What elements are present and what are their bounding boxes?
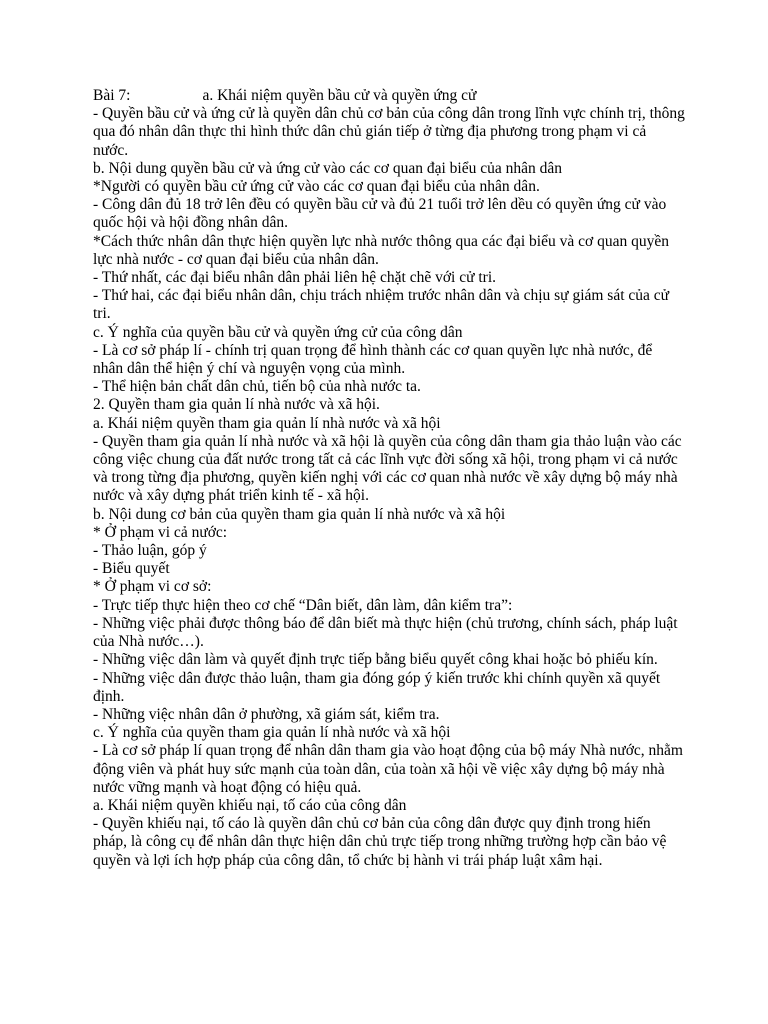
document-paragraph: - Là cơ sở pháp lí quan trọng để nhân dân tham gia vào hoạt động của bộ máy Nhà nước, nhằm động viên và phát huy sức mạnh của toàn dân, của toàn xã hội về việc xây dựng bộ máy nhà nước vững mạnh và hoạt động có hiệu quả. [93, 742, 687, 796]
document-paragraph: *Cách thức nhân dân thực hiện quyền lực nhà nước thông qua các đại biểu và cơ quan quyền lực nhà nước - cơ quan đại biểu của nhân dân. [93, 232, 673, 268]
document-paragraph: - Quyền khiếu nại, tố cáo là quyền dân chủ cơ bản của công dân được quy định trong hiến pháp, là công cụ để nhân dân thực hiện dân chủ trực tiếp trong những trường hợp cần bảo vệ quyền và lợi ích hợp pháp của công dân, tổ chức bị hành vi trái pháp luật xâm hại. [93, 815, 671, 869]
lesson-number: Bài 7: [93, 87, 131, 104]
document-paragraph: 2. Quyền tham gia quản lí nhà nước và xã hội. [93, 396, 380, 414]
document-paragraph: - Thứ hai, các đại biểu nhân dân, chịu trách nhiệm trước nhân dân và chịu sự giám sát của cử tri. [93, 287, 673, 323]
document-paragraph: - Thảo luận, góp ý [93, 542, 207, 560]
lesson-header [93, 87, 685, 105]
document-paragraph: - Thể hiện bản chất dân chủ, tiến bộ của nhà nước ta. [93, 378, 421, 396]
document-page [93, 87, 689, 870]
document-paragraph: - Những việc nhân dân ở phường, xã giám sát, kiểm tra. [93, 705, 440, 723]
document-paragraph: *Người có quyền bầu cử ứng cử vào các cơ quan đại biểu của nhân dân. [93, 178, 540, 196]
document-paragraph: a. Khái niệm quyền khiếu nại, tố cáo của công dân [93, 796, 407, 814]
document-paragraph: - Quyền tham gia quản lí nhà nước và xã hội là quyền của công dân tham gia thảo luận vào các công việc chung của đất nước trong tất cả các lĩnh vực đời sống xã hội, trong phạm vi cả nước và trong từng địa phương, quyền kiến nghị với các cơ quan nhà nước về xây dựng bộ máy nhà nước và xây dựng phát triển kinh tế - xã hội. [93, 432, 686, 505]
document-paragraph: - Là cơ sở pháp lí - chính trị quan trọng để hình thành các cơ quan quyền lực nhà nước, để nhân dân thể hiện ý chí và nguyện vọng của mình. [93, 341, 657, 378]
document-paragraph: - Những việc dân làm và quyết định trực tiếp bằng biểu quyết công khai hoặc bỏ phiếu kín. [93, 651, 658, 669]
document-paragraph: - Những việc dân được thảo luận, tham gia đóng góp ý kiến trước khi chính quyền xã quyết định. [93, 669, 665, 705]
document-paragraph: b. Nội dung cơ bản của quyền tham gia quản lí nhà nước và xã hội [93, 505, 506, 523]
document-paragraph: * Ở phạm vi cơ sở: [93, 578, 212, 596]
document-paragraph: - Biểu quyết [93, 560, 170, 578]
document-paragraph: b. Nội dung quyền bầu cử và ứng cử vào các cơ quan đại biểu của nhân dân [93, 159, 562, 177]
document-body [93, 105, 689, 870]
document-paragraph: a. Khái niệm quyền tham gia quản lí nhà nước và xã hội [93, 414, 441, 432]
document-paragraph: - Quyền bầu cử và ứng cử là quyền dân chủ cơ bản của công dân trong lĩnh vực chính trị, thông qua đó nhân dân thực thi hình thức dân chủ gián tiếp ở từng địa phương trong phạm vi cả nước. [93, 105, 689, 159]
document-paragraph: - Những việc phải được thông báo để dân biết mà thực hiện (chủ trương, chính sách, pháp luật của Nhà nước…). [93, 614, 682, 651]
document-paragraph: - Công dân đủ 18 trở lên đều có quyền bầu cử và đủ 21 tuổi trở lên dều có quyền ứng cử vào quốc hội và hội đồng nhân dân. [93, 196, 671, 232]
document-paragraph: - Thứ nhất, các đại biểu nhân dân phải liên hệ chặt chẽ với cử tri. [93, 269, 497, 287]
document-paragraph: - Trực tiếp thực hiện theo cơ chế “Dân biết, dân làm, dân kiểm tra”: [93, 596, 513, 614]
document-paragraph: c. Ý nghĩa của quyền tham gia quản lí nhà nước và xã hội [93, 724, 451, 742]
document-paragraph: * Ở phạm vi cả nước: [93, 523, 228, 541]
lesson-heading: a. Khái niệm quyền bầu cử và quyền ứng cử [202, 87, 477, 104]
document-paragraph: c. Ý nghĩa của quyền bầu cử và quyền ứng cử của công dân [93, 323, 463, 341]
